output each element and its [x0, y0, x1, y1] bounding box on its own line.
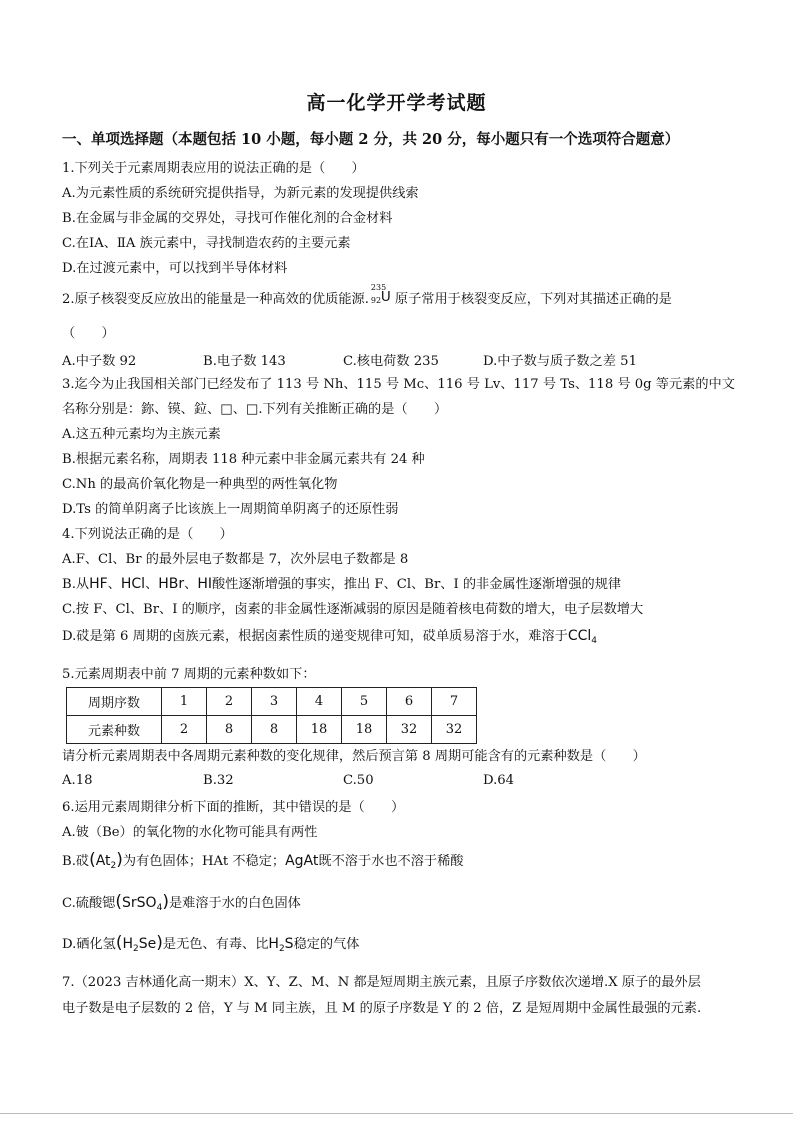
srso4-main: SrSO	[122, 895, 157, 911]
isotope-symbol: U	[380, 289, 391, 305]
q2-option-c: C.核电荷数 235	[343, 354, 439, 369]
h2s-sub: 2	[278, 944, 285, 954]
table-cell: 8	[252, 716, 297, 744]
q2-stem-post: 原子常用于核裂变反应，下列对其描述正确的是	[394, 292, 672, 307]
formula-hcl: HCl	[120, 576, 146, 592]
separator: 、	[184, 577, 198, 592]
section-heading: 一、单项选择题（本题包括 10 小题，每小题 2 分，共 20 分，每小题只有一个选项符合题意）	[62, 131, 680, 148]
at2-main: At	[95, 853, 111, 869]
left-paren: (	[115, 892, 123, 912]
right-paren: )	[116, 850, 123, 870]
q6-c-pre: C.硫酸锶	[62, 896, 116, 911]
q2-stem-pre: 2.原子核裂变反应放出的能量是一种高效的优质能源.	[62, 292, 369, 307]
q2-option-a: A.中子数 92	[62, 354, 137, 369]
table-cell: 1	[162, 688, 207, 716]
formula-h2s	[268, 936, 293, 952]
q4-option-b	[62, 573, 621, 592]
ccl4-main: CCl	[567, 628, 592, 644]
table-cell: 8	[207, 716, 252, 744]
period-element-table	[66, 687, 477, 744]
q5-option-a: A.18	[62, 773, 93, 788]
left-paren: (	[115, 933, 123, 953]
q4-stem: 4.下列说法正确的是（ ）	[62, 527, 233, 542]
table-row-header: 周期序数	[67, 688, 162, 716]
q4-d-pre: D.砹是第 6 周期的卤族元素，根据卤素性质的递变规律可知，砹单质易溶于水，难溶于	[62, 629, 568, 644]
h2s-s: S	[284, 936, 294, 952]
q5-option-b: B.32	[203, 773, 234, 788]
right-paren: )	[156, 933, 163, 953]
separator: 、	[145, 577, 159, 592]
page-title: 高一化学开学考试题	[306, 92, 487, 114]
q4-option-d	[62, 625, 597, 646]
formula-h2se	[123, 936, 157, 952]
left-paren: (	[89, 850, 96, 870]
q6-d-post: 稳定的气体	[293, 937, 360, 952]
q3-option-a: A.这五种元素均为主族元素	[62, 427, 221, 442]
table-row	[67, 716, 477, 744]
q6-b-post: 既不溶于水也不溶于稀酸	[318, 854, 464, 869]
ccl4-sub: 4	[591, 636, 598, 646]
h2se-sub: 2	[133, 944, 139, 954]
right-paren: )	[162, 892, 169, 912]
table-cell: 2	[162, 716, 207, 744]
formula-srso4	[122, 895, 162, 911]
q4-option-a: A.F、Cl、Br 的最外层电子数都是 7，次外层电子数都是 8	[62, 552, 409, 567]
h2se-se: Se	[138, 936, 157, 952]
srso4-sub: 4	[156, 903, 163, 913]
at2-sub: 2	[110, 861, 117, 871]
formula-at2	[96, 853, 117, 869]
q1-option-d: D.在过渡元素中，可以找到半导体材料	[62, 261, 288, 276]
q6-option-c	[62, 892, 301, 913]
q1-stem: 1.下列关于元素周期表应用的说法正确的是（ ）	[62, 161, 365, 176]
q3-stem-line2: 名称分别是：鉨、镆、鉝、□、□.下列有关推断正确的是（ ）	[62, 402, 448, 417]
q5-question: 请分析元素周期表中各周期元素种数的变化规律，然后预言第 8 周期可能含有的元素种数是（ ）	[62, 749, 646, 764]
q2-option-d: D.中子数与质子数之差 51	[483, 354, 637, 369]
q5-option-d: D.64	[483, 773, 515, 788]
uranium-isotope	[369, 283, 395, 305]
q1-option-b: B.在金属与非金属的交界处，寻找可作催化剂的合金材料	[62, 211, 393, 226]
q6-option-a: A.铍（Be）的氧化物的水化物可能具有两性	[62, 825, 318, 840]
table-cell: 5	[342, 688, 387, 716]
formula-ccl4	[568, 628, 597, 644]
table-cell: 3	[252, 688, 297, 716]
table-cell: 2	[207, 688, 252, 716]
q6-d-pre: D.硒化氢	[62, 937, 116, 952]
isotope-number: 92	[370, 296, 382, 305]
table-cell: 32	[432, 716, 477, 744]
formula-hi: HI	[197, 576, 212, 592]
isotope-mass: 235	[370, 283, 387, 292]
q6-b-mid: 为有色固体；HAt 不稳定；	[122, 854, 286, 869]
q7-stem-line2: 电子数是电子层数的 2 倍，Y 与 M 同主族，且 M 的原子序数是 Y 的 2 倍，Z 是短周期中金属性最强的元素.	[62, 1001, 702, 1016]
table-cell: 4	[297, 688, 342, 716]
formula-hbr: HBr	[158, 576, 185, 592]
h2se-h: H	[122, 936, 134, 952]
q3-option-c: C.Nh 的最高价氧化物是一种典型的两性氧化物	[62, 477, 338, 492]
q2-stem	[62, 283, 672, 307]
q4-b-post: 酸性逐渐增强的事实，推出 F、Cl、Br、I 的非金属性逐渐增强的规律	[211, 577, 622, 592]
table-cell: 18	[342, 716, 387, 744]
q2-option-b: B.电子数 143	[203, 354, 286, 369]
table-cell: 6	[387, 688, 432, 716]
q6-b-pre: B.砹	[62, 854, 90, 869]
table-cell: 18	[297, 716, 342, 744]
q3-option-b: B.根据元素名称，周期表 118 种元素中非金属元素共有 24 种	[62, 452, 425, 467]
formula-hf: HF	[89, 576, 108, 592]
q2-blank: （ ）	[62, 326, 115, 341]
q7-stem-line1: 7.（2023 吉林通化高一期末）X、Y、Z、M、N 都是短周期主族元素，且原子序数依次递增.X 原子的最外层	[62, 975, 701, 990]
formula-agat: AgAt	[285, 853, 319, 869]
h2s-h: H	[268, 936, 279, 952]
q6-option-b	[62, 850, 463, 871]
q6-d-mid: 是无色、有毒、比	[162, 937, 269, 952]
page-bottom-divider	[0, 1113, 793, 1114]
q5-stem: 5.元素周期表中前 7 周期的元素种数如下：	[62, 667, 316, 682]
q6-option-d	[62, 933, 360, 954]
q4-b-pre: B.从	[62, 577, 90, 592]
q6-stem: 6.运用元素周期律分析下面的推断，其中错误的是（ ）	[62, 800, 405, 815]
q5-option-c: C.50	[343, 773, 374, 788]
q3-option-d: D.Ts 的简单阴离子比该族上一周期简单阴离子的还原性弱	[62, 502, 399, 517]
table-cell: 7	[432, 688, 477, 716]
table-row-header: 元素种数	[67, 716, 162, 744]
separator: 、	[107, 577, 121, 592]
q6-c-post: 是难溶于水的白色固体	[168, 896, 301, 911]
q4-option-c: C.按 F、Cl、Br、I 的顺序，卤素的非金属性逐渐减弱的原因是随着核电荷数的增大，电子层数增大	[62, 602, 644, 617]
q1-option-a: A.为元素性质的系统研究提供指导，为新元素的发现提供线索	[62, 186, 419, 201]
q1-option-c: C.在ⅠA、ⅡA 族元素中，寻找制造农药的主要元素	[62, 236, 351, 251]
table-cell: 32	[387, 716, 432, 744]
table-row	[67, 688, 477, 716]
q3-stem-line1: 3.迄今为止我国相关部门已经发布了 113 号 Nh、115 号 Mc、116 号 Lv、117 号 Ts、118 号 0g 等元素的中文	[62, 377, 735, 392]
